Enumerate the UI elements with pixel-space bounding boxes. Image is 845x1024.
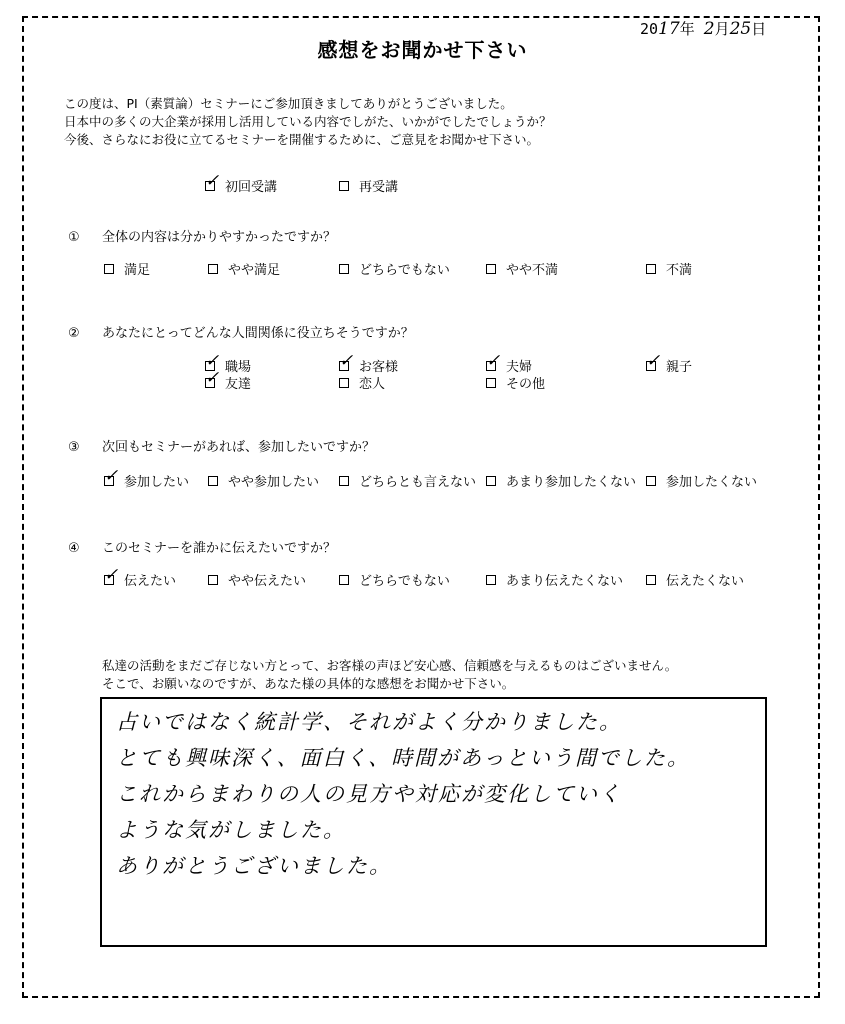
q2-option-lover[interactable] (339, 373, 385, 392)
checkbox-box[interactable] (486, 476, 496, 486)
intro-line: 日本中の多くの大企業が採用し活用している内容でしがた、いかがでしたでしょうか？ (64, 114, 552, 129)
note-line: そこで、お願いなのですが、あなた様の具体的な感想をお聞かせ下さい。 (102, 676, 515, 691)
checkbox-box[interactable] (208, 476, 218, 486)
option-label: 伝えたい (124, 574, 177, 589)
page-title: 感想をお聞かせ下さい (317, 38, 528, 62)
checkbox-repeat-attendance[interactable] (339, 176, 398, 195)
option-label: お客様 (359, 360, 399, 375)
q4-option-not-really[interactable] (486, 570, 623, 589)
comment-request (102, 657, 677, 693)
checkbox-box[interactable] (205, 367, 220, 388)
checkbox-box[interactable] (104, 465, 119, 486)
q3-option-not-attend[interactable] (646, 471, 757, 490)
option-label: 満足 (124, 263, 151, 278)
option-label: どちらでもない (359, 263, 450, 278)
option-label: やや参加したい (228, 475, 320, 490)
q1-option-somewhat-satisfied[interactable] (208, 259, 280, 278)
question-2 (68, 322, 414, 341)
intro-text (64, 95, 552, 149)
question-text: このセミナーを誰かに伝えたいですか？ (102, 541, 337, 556)
comment-line: ありがとうございました。 (116, 854, 392, 878)
option-label: 不満 (666, 263, 693, 278)
checkbox-box[interactable] (104, 264, 114, 274)
checkbox-box[interactable] (104, 564, 119, 585)
option-label: やや不満 (506, 263, 559, 278)
checkbox-label: 再受講 (359, 180, 399, 195)
q3-option-attend[interactable] (104, 465, 190, 490)
year-label: 年 (679, 20, 695, 38)
month-handwritten: 2 (703, 19, 715, 39)
option-label: どちらでもない (359, 574, 450, 589)
day-label: 日 (751, 20, 767, 38)
check-mark-icon: ✓ (205, 170, 220, 191)
intro-line: この度は、PI（素質論）セミナーにご参加頂きましてありがとうございました。 (64, 96, 513, 111)
checkbox-box[interactable] (646, 575, 656, 585)
note-line: 私達の活動をまだご存じない方とって、お客様の声ほど安心感、信頼感を与えるものはございません。 (102, 658, 678, 673)
question-4 (68, 537, 336, 556)
checkbox-box[interactable] (205, 170, 220, 191)
check-mark-icon: ✓ (205, 367, 220, 388)
question-number: ④ (68, 541, 80, 556)
option-label: 親子 (666, 360, 693, 375)
checkbox-box[interactable] (486, 350, 501, 371)
comment-line: ような気がしました。 (116, 818, 346, 842)
option-label: あまり伝えたくない (506, 574, 624, 589)
checkbox-box[interactable] (486, 575, 496, 585)
checkbox-box[interactable] (339, 378, 349, 388)
month-label: 月 (714, 20, 730, 38)
question-3 (68, 436, 375, 455)
comment-line: これからまわりの人の見方や対応が変化していく (116, 782, 622, 806)
question-text: あなたにとってどんな人間関係に役立ちそうですか？ (102, 326, 414, 341)
question-number: ③ (68, 440, 80, 455)
option-label: やや伝えたい (228, 574, 307, 589)
check-mark-icon: ✓ (646, 350, 661, 371)
q4-option-not-share[interactable] (646, 570, 744, 589)
checkbox-box[interactable] (486, 264, 496, 274)
year-prefix: 20 (640, 20, 659, 38)
handwritten-comment (116, 704, 690, 884)
comment-line: とても興味深く、面白く、時間があっという間でした。 (116, 746, 690, 770)
option-label: どちらとも言えない (359, 475, 477, 490)
q3-option-not-really[interactable] (486, 471, 636, 490)
question-text: 次回もセミナーがあれば、参加したいですか？ (102, 440, 376, 455)
checkbox-box[interactable] (208, 575, 218, 585)
question-1 (68, 226, 336, 245)
option-label: 伝えたくない (666, 574, 745, 589)
checkbox-box[interactable] (339, 350, 354, 371)
checkbox-label: 初回受講 (225, 180, 278, 195)
option-label: 夫婦 (506, 360, 533, 375)
option-label: 友達 (225, 377, 252, 392)
q2-option-other[interactable] (486, 373, 545, 392)
question-number: ① (68, 230, 80, 245)
intro-line: 今後、さらなにお役に立てるセミナーを開催するために、ご意見をお聞かせ下さい。 (64, 132, 540, 147)
option-label: 参加したい (124, 475, 190, 490)
check-mark-icon: ✓ (486, 350, 501, 371)
year-handwritten: 17 (658, 19, 680, 39)
check-mark-icon: ✓ (104, 465, 119, 486)
option-label: 参加したくない (666, 475, 758, 490)
check-mark-icon: ✓ (205, 350, 220, 371)
checkbox-box[interactable] (646, 350, 661, 371)
q1-option-neutral[interactable] (339, 259, 450, 278)
check-mark-icon: ✓ (339, 350, 354, 371)
question-number: ② (68, 326, 80, 341)
q1-option-satisfied[interactable] (104, 259, 150, 278)
q4-option-neutral[interactable] (339, 570, 450, 589)
check-mark-icon: ✓ (104, 564, 119, 585)
question-text: 全体の内容は分かりやすかったですか？ (102, 230, 337, 245)
q3-option-somewhat-attend[interactable] (208, 471, 319, 490)
q4-option-somewhat-share[interactable] (208, 570, 306, 589)
option-label: あまり参加したくない (506, 475, 637, 490)
comment-line: 占いではなく統計学、それがよく分かりました。 (116, 710, 622, 734)
q4-option-share[interactable] (104, 564, 177, 589)
checkbox-box[interactable] (339, 181, 349, 191)
option-label: 恋人 (359, 377, 386, 392)
checkbox-box[interactable] (646, 476, 656, 486)
q3-option-undecided[interactable] (339, 471, 476, 490)
checkbox-box[interactable] (339, 575, 349, 585)
day-handwritten: 25 (729, 19, 752, 39)
checkbox-box[interactable] (339, 476, 349, 486)
checkbox-box[interactable] (646, 264, 656, 274)
checkbox-box[interactable] (208, 264, 218, 274)
checkbox-box[interactable] (486, 378, 496, 388)
q2-option-parent-child[interactable] (646, 350, 693, 375)
option-label: 職場 (225, 360, 252, 375)
checkbox-box[interactable] (339, 264, 349, 274)
option-label: やや満足 (228, 263, 281, 278)
option-label: その他 (506, 377, 546, 392)
q1-option-somewhat-dissatisfied[interactable] (486, 259, 558, 278)
q1-option-dissatisfied[interactable] (646, 259, 692, 278)
checkbox-first-attendance[interactable] (205, 170, 278, 195)
